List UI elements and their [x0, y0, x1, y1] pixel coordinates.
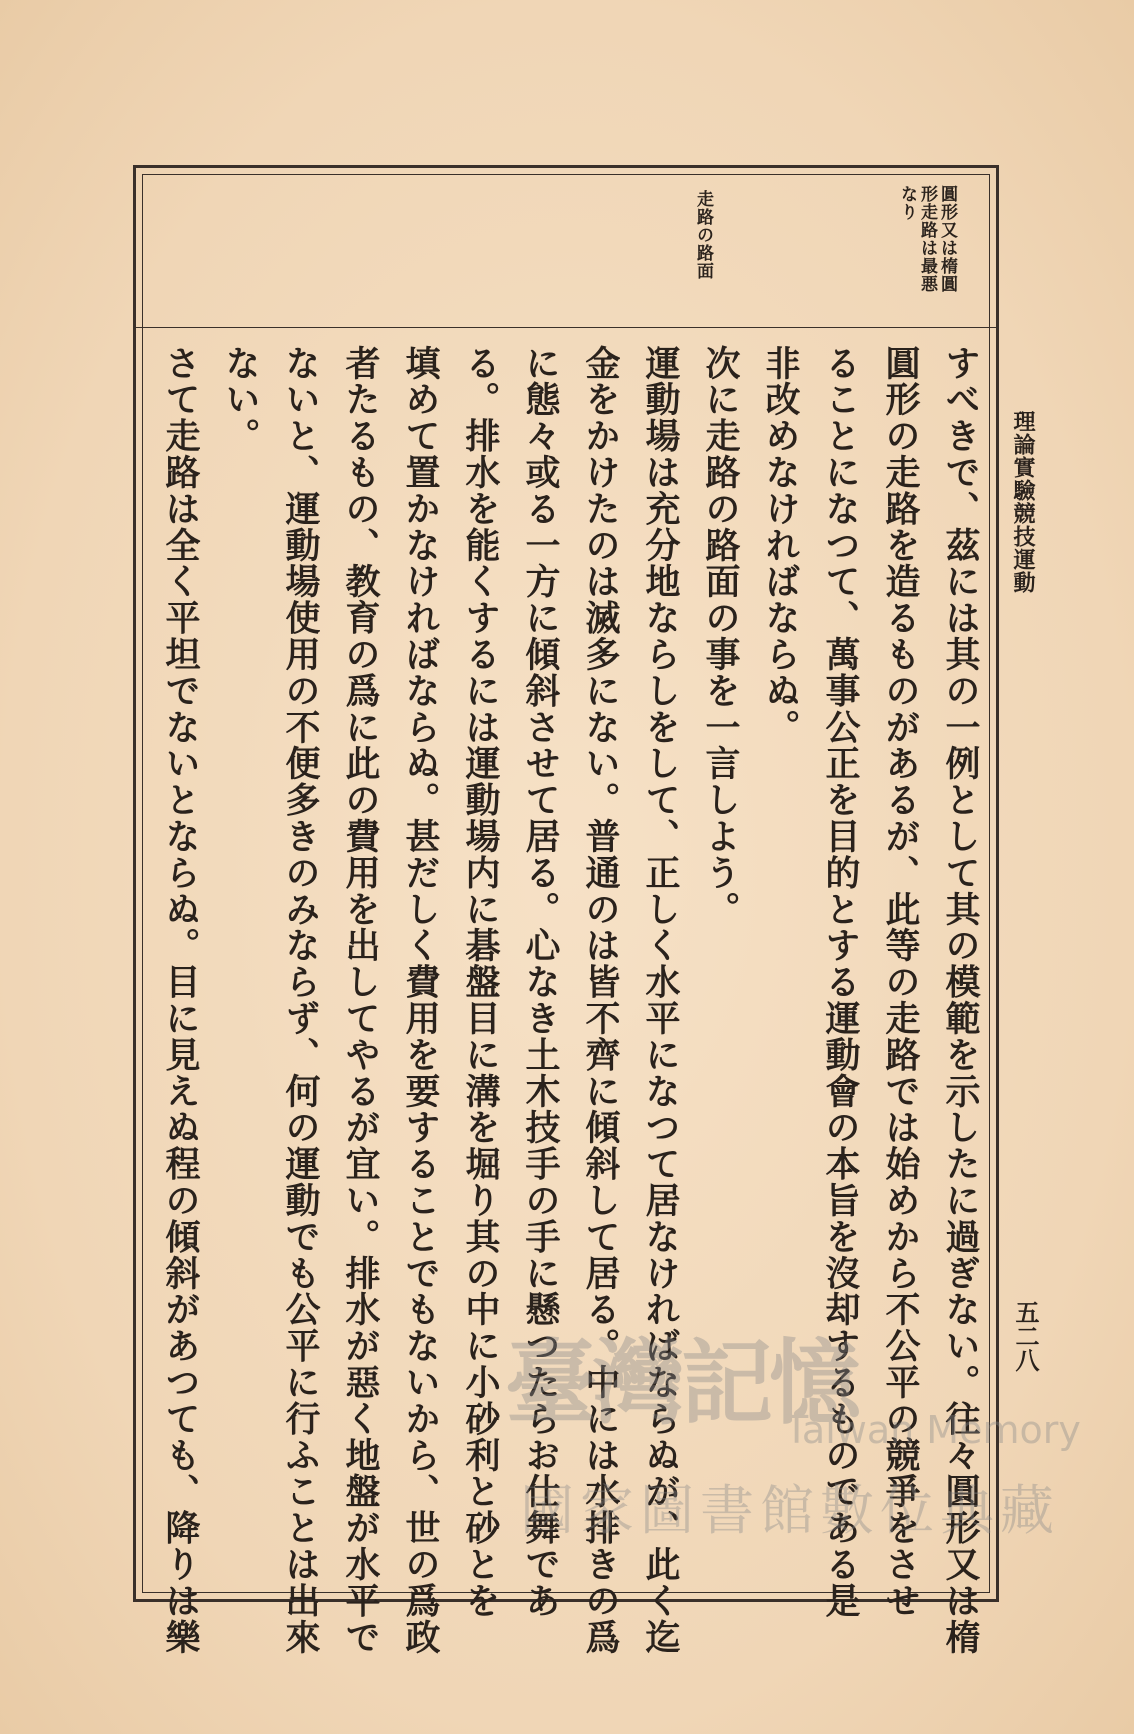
side-note-circular-track	[897, 185, 957, 320]
body-line: に態々或る一方に傾斜させて居る。心なき土木技手の手に懸つたらお仕舞であ	[520, 345, 561, 1619]
watermark-english: Taiwan Memory	[785, 1408, 1081, 1452]
page-number: 五二八	[1011, 1300, 1040, 1372]
side-note-line: 圓形又は楕圓	[937, 185, 957, 293]
body-line: ることになつて、萬事公正を目的とする運動會の本旨を沒却するものである是	[820, 345, 861, 1619]
running-title: 理論實驗競技運動	[1010, 410, 1036, 594]
body-line: ない。	[220, 345, 261, 455]
body-line: 次に走路の路面の事を一言しよう。	[700, 345, 741, 928]
body-line: 非改めなければならぬ。	[760, 345, 801, 746]
side-note-track-surface: 走路の路面	[693, 190, 713, 280]
body-line: すべきで、茲には其の一例として其の模範を示したに過ぎない。往々圓形又は楕	[940, 345, 981, 1656]
body-line: 運動場は充分地ならしをして、正しく水平になつて居なければならぬが、此く迄	[640, 345, 681, 1656]
body-line: さて走路は全く平坦でないとならぬ。目に見えぬ程の傾斜があつても、降りは樂	[160, 345, 201, 1656]
body-line: る。排水を能くするには運動場内に碁盤目に溝を堀り其の中に小砂利と砂とを	[460, 345, 501, 1619]
body-line: ないと、運動場使用の不便多きのみならず、何の運動でも公平に行ふことは出來	[280, 345, 321, 1656]
body-line: 圓形の走路を造るものがあるが、此等の走路では始めから不公平の競爭をさせ	[880, 345, 921, 1619]
watermark-mark: 臺灣記憶	[505, 1329, 858, 1437]
side-note-line: 形走路は最悪	[917, 185, 937, 293]
body-line: 填めて置かなければならぬ。甚だしく費用を要することでもないから、世の爲政	[400, 345, 441, 1656]
header-divider	[133, 327, 999, 328]
body-line: 者たるもの、教育の爲に此の費用を出してやるが宜い。排水が惡く地盤が水平で	[340, 345, 381, 1656]
body-line: 金をかけたのは滅多にない。普通のは皆不齊に傾斜して居る。中には水排きの爲	[580, 345, 621, 1656]
side-note-line: なり	[897, 185, 917, 221]
watermark-subtitle: 國家圖書館數位典藏	[520, 1479, 1060, 1542]
watermark	[485, 1310, 1085, 1570]
